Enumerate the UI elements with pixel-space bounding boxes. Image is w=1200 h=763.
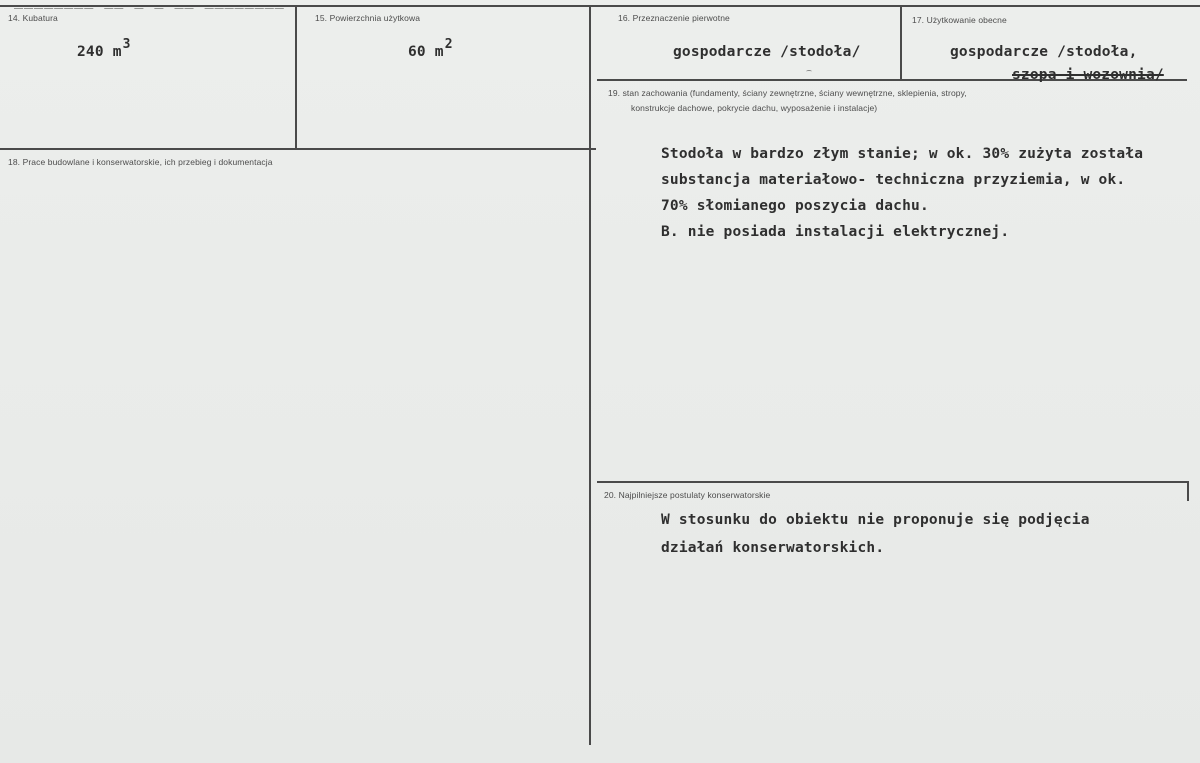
divider-14-15 bbox=[295, 5, 297, 148]
row-divider-right-bottom bbox=[597, 481, 1187, 483]
field-19-label-line1: 19. stan zachowania (fundamenty, ściany zewnętrzne, ściany wewnętrzne, sklepienia, stropy, bbox=[608, 88, 967, 98]
field-15-value bbox=[408, 37, 453, 60]
typewriter-mark bbox=[806, 70, 812, 73]
row-divider-left bbox=[0, 148, 596, 150]
area-value: 60 m bbox=[408, 44, 444, 60]
postulate-line-2: działań konserwatorskich. bbox=[661, 540, 885, 556]
field-14-value bbox=[77, 37, 131, 60]
condition-line-1: Stodoła w bardzo złym stanie; w ok. 30% zużyta została bbox=[661, 146, 1144, 162]
divider-16-17 bbox=[900, 5, 902, 80]
right-edge-line bbox=[1187, 481, 1189, 501]
volume-unit-exponent: 3 bbox=[122, 37, 131, 52]
field-15-label: 15. Powierzchnia użytkowa bbox=[315, 13, 421, 23]
condition-line-4: B. nie posiada instalacji elektrycznej. bbox=[661, 224, 1010, 240]
condition-line-3: 70% słomianego poszycia dachu. bbox=[661, 198, 929, 214]
volume-value: 240 m bbox=[77, 44, 122, 60]
field-17-label: 17. Użytkowanie obecne bbox=[912, 15, 1007, 25]
condition-line-2: substancja materiałowo- techniczna przyziemia, w ok. bbox=[661, 172, 1126, 188]
top-border-line bbox=[0, 5, 1200, 7]
postulate-line-1: W stosunku do obiektu nie proponuje się podjęcia bbox=[661, 512, 1090, 528]
field-14-label: 14. Kubatura bbox=[8, 13, 58, 23]
divider-left-right bbox=[589, 5, 591, 745]
field-17-value-line2: szopa i wozownia/ bbox=[1012, 67, 1164, 83]
field-17-value-line1: gospodarcze /stodoła, bbox=[950, 44, 1138, 60]
field-19-label-line2: konstrukcje dachowe, pokrycie dachu, wyposażenie i instalacje) bbox=[631, 103, 878, 113]
field-20-label: 20. Najpilniejsze postulaty konserwatorskie bbox=[604, 490, 771, 500]
field-18-label: 18. Prace budowlane i konserwatorskie, ich przebieg i dokumentacja bbox=[8, 157, 273, 167]
field-16-value: gospodarcze /stodoła/ bbox=[673, 44, 861, 60]
field-16-label: 16. Przeznaczenie pierwotne bbox=[618, 13, 730, 23]
area-unit-exponent: 2 bbox=[444, 37, 453, 52]
